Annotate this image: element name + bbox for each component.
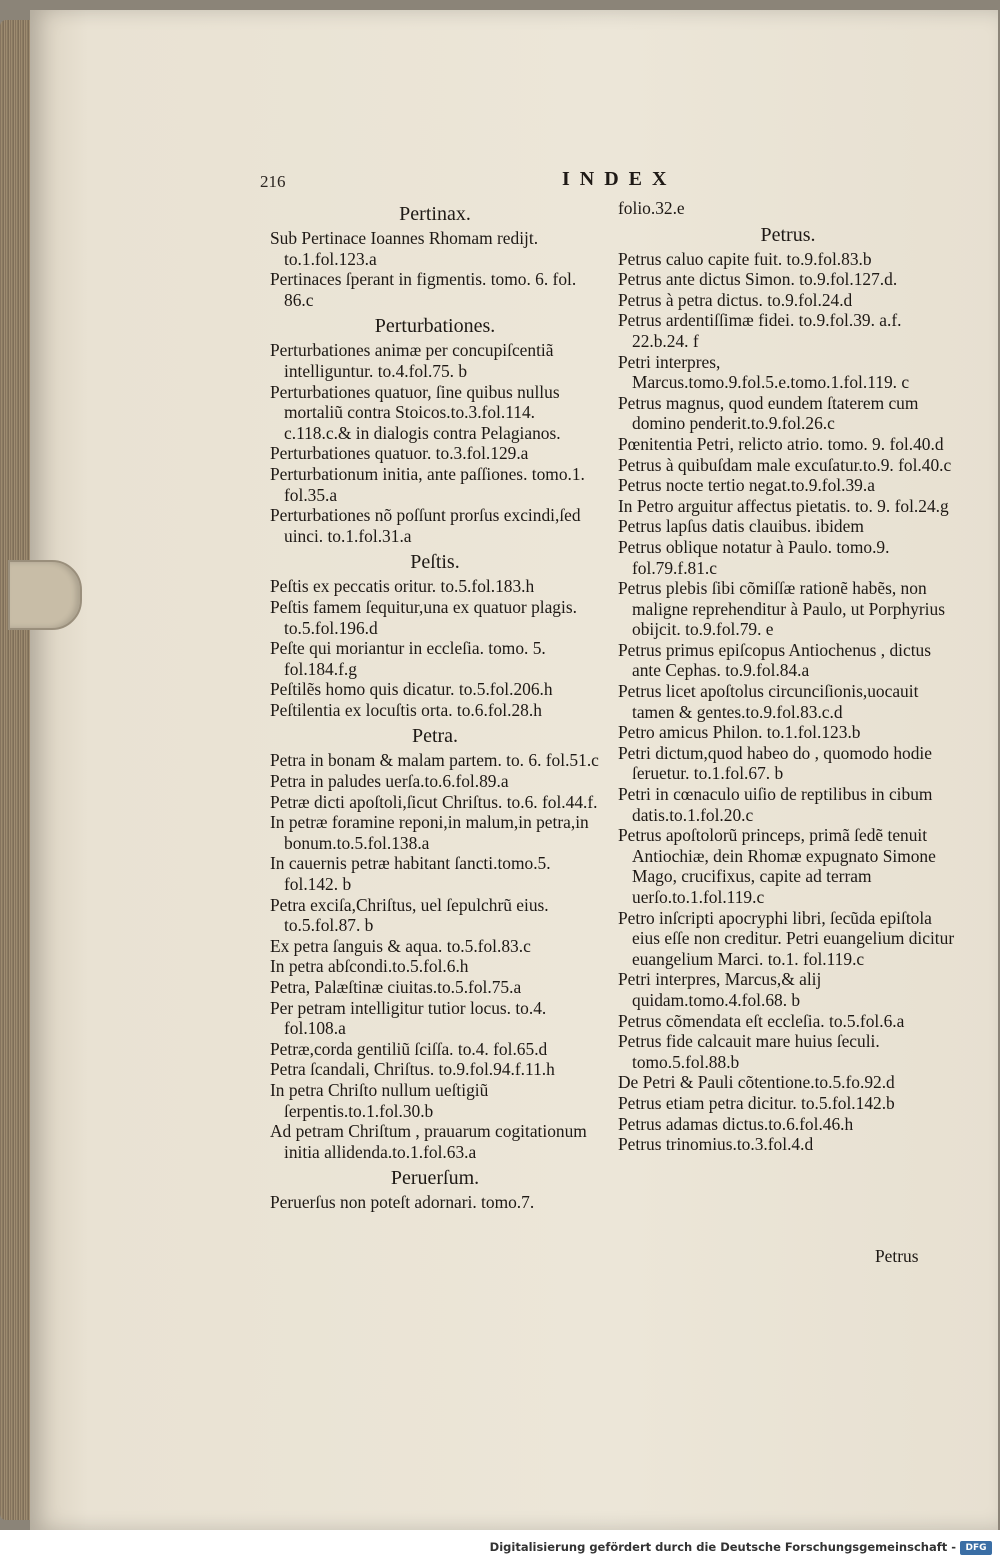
index-entry: Petri in cœnaculo uiſio de reptilibus in cibum datis.to.1.fol.20.c <box>618 784 933 825</box>
index-entry: Petri dictum,quod habeo do , quomodo hodie ſeruetur. to.1.fol.67. b <box>618 742 932 784</box>
index-entry: Petrus trinomius.to.3.fol.4.d <box>618 1134 814 1155</box>
index-heading: Peſtis. <box>410 551 460 574</box>
index-entry: Petrus ante dictus Simon. to.9.fol.127.d. <box>618 269 898 290</box>
index-entry: Peſtilẽs homo quis dicatur. to.5.fol.206.h <box>270 679 553 700</box>
index-entry: Perturbationes animæ per concupiſcentiã intelliguntur. to.4.fol.75. b <box>270 340 554 381</box>
running-title: INDEX <box>562 168 677 190</box>
index-entry: Petri interpres, Marcus,& aliј quidam.tomo.4.fol.68. b <box>618 969 822 1010</box>
index-entry: Petrus ardentiſſimæ fidei. to.9.fol.39. a.f. 22.b.24. f <box>618 310 902 351</box>
index-entry: Petro inſcripti apocryphi libri, ſecũda epiſtola eius eſſe non creditur. Petri euangelium dicitur euangelium Marci. to.1. fol.119.c <box>618 907 955 969</box>
index-entry: Petrus caluo capite fuit. to.9.fol.83.b <box>618 248 872 269</box>
index-entry: Petri interpres, Marcus.tomo.9.fol.5.e.tomo.1.fol.119. c <box>618 351 910 393</box>
index-entry: Petra in paludes uerſa.to.6.fol.89.a <box>270 771 509 792</box>
index-heading: Perturbationes. <box>374 315 496 338</box>
index-heading: Petrus. <box>760 223 816 246</box>
index-entry: Perturbationes quatuor, ſine quibus nullus mortaliũ contra Stoicos.to.3.fol.114. c.118.c.& in dialogis contra Pelagianos. <box>270 381 561 443</box>
index-entry: Pertinaces ſperant in figmentis. tomo. 6. fol. 86.c <box>270 269 577 310</box>
index-entry: In cauernis petræ habitant ſancti.tomo.5. fol.142. b <box>270 853 551 895</box>
index-entry: Peruerſus non poteſt adornari. tomo.7. <box>270 1192 535 1213</box>
index-entry: Peſte qui moriantur in eccleſia. tomo. 5. fol.184.f.g <box>270 638 546 679</box>
index-entry: Petrus cõmendata eſt eccleſia. to.5.fol.6.a <box>618 1010 905 1031</box>
page-header <box>30 160 998 200</box>
clasp-strap <box>8 560 82 630</box>
index-heading: Pertinax. <box>399 203 471 225</box>
index-entry: Ad petram Chriſtum , prauarum cogitationum initia allidenda.to.1.fol.63.a <box>270 1121 587 1162</box>
right-column <box>618 198 958 1155</box>
index-entry: Petrus etiam petra dicitur. to.5.fol.142.b <box>618 1092 895 1113</box>
index-entry: folio.32.e <box>618 198 685 218</box>
index-entry: Petrus plebis ſibi cõmiſſæ rationẽ habẽs, non maligne reprehenditur à Paulo, ut Porphyrius obiјcit. to.9.fol.79. e <box>618 578 945 640</box>
index-entry: In petra abſcondi.to.5.fol.6.h <box>270 956 469 977</box>
index-entry: Petra ſcandali, Chriſtus. to.9.fol.94.f.11.h <box>270 1059 555 1080</box>
index-entry: Perturbationes nõ poſſunt prorſus excindi,ſed uinci. to.1.fol.31.a <box>270 505 581 546</box>
dfg-logo: DFG <box>960 1541 992 1555</box>
index-entry: Peſtis famem ſequitur,una ex quatuor plagis. to.5.fol.196.d <box>270 596 577 638</box>
index-entry: Per petram intelligitur tutior locus. to.4. fol.108.a <box>270 997 547 1039</box>
index-entry: Petrus à petra dictus. to.9.fol.24.d <box>618 289 853 310</box>
index-entry: De Petri & Pauli cõtentione.to.5.fo.92.d <box>618 1072 895 1093</box>
index-entry: Petrus lapſus datis clauibus. ibidem <box>618 516 864 537</box>
index-entry: Perturbationum initia, ante paſſiones. tomo.1. fol.35.a <box>270 463 585 505</box>
index-entry: Peſtis ex peccatis oritur. to.5.fol.183.h <box>270 576 535 597</box>
index-entry: Petrus magnus, quod eundem ſtaterem cum domino penderit.to.9.fol.26.c <box>618 392 919 434</box>
index-entry: Peſtilentia ex locuſtis orta. to.6.fol.28.h <box>270 699 542 720</box>
index-entry: Sub Pertinace Ioannes Rhomam rediјt. to.1.fol.123.a <box>270 228 539 269</box>
book-page <box>30 10 998 1530</box>
index-entry: Petrus fide calcauit mare huius ſeculi. tomo.5.fol.88.b <box>618 1031 880 1072</box>
index-entry: Petrus nocte tertio negat.to.9.fol.39.a <box>618 475 875 496</box>
index-entry: Petrus licet apoſtolus circunciſionis,uocauit tamen & gentes.to.9.fol.83.c.d <box>618 681 919 722</box>
catchword: Petrus <box>875 1246 919 1266</box>
index-entry: Petræ dicti apoſtoli,ſicut Chriſtus. to.6. fol.44.f. <box>270 791 598 812</box>
index-entry: Petra in bonam & malam partem. to. 6. fol.51.c <box>270 750 599 771</box>
index-entry: Petrus primus epiſcopus Antiochenus , dictus ante Cephas. to.9.fol.84.a <box>618 639 932 681</box>
index-entry: Petrus à quibuſdam male excuſatur.to.9. fol.40.c <box>618 454 952 475</box>
index-entry: Ex petra ſanguis & aqua. to.5.fol.83.c <box>270 935 531 956</box>
footer-bar <box>0 1530 1000 1563</box>
index-entry: Petræ,corda gentiliũ ſciſſa. to.4. fol.65.d <box>270 1038 548 1059</box>
index-entry: Perturbationes quatuor. to.3.fol.129.a <box>270 443 529 464</box>
index-entry: Petrus oblique notatur à Paulo. tomo.9. fol.79.f.81.c <box>618 536 890 578</box>
index-entry: Petrus apoſtolorũ princeps, primã ſedẽ tenuit Antiochiæ, dein Rhomæ expugnato Simone Mago, crucifixus, capite ad terram uerſo.to.1.fol.119.c <box>618 825 936 907</box>
book-edge <box>0 20 30 1520</box>
index-entry: Pœnitentia Petri, relicto atrio. tomo. 9. fol.40.d <box>618 433 944 454</box>
index-entry: Petra, Palæſtinæ ciuitas.to.5.fol.75.a <box>270 977 522 997</box>
footer-credit: Digitalisierung gefördert durch die Deutsche Forschungsgemeinschaft - <box>489 1540 956 1554</box>
index-entry: Petra exciſa,Chriſtus, uel ſepulchrũ eius. to.5.fol.87. b <box>270 894 549 936</box>
index-entry: In petra Chriſto nullum ueſtigiũ ſerpentis.to.1.fol.30.b <box>270 1079 489 1121</box>
index-heading: Petra. <box>411 725 459 748</box>
index-entry: Petrus adamas dictus.to.6.fol.46.h <box>618 1113 854 1134</box>
index-heading: Peruerſum. <box>390 1167 480 1190</box>
index-entry: In petræ foramine reponi,in malum,in petra,in bonum.to.5.fol.138.a <box>270 812 589 853</box>
left-column <box>270 198 600 1213</box>
index-entry: In Petro arguitur affectus pietatis. to. 9. fol.24.g <box>618 495 949 516</box>
index-entry: Petro amicus Philon. to.1.fol.123.b <box>618 722 861 743</box>
page-number: 216 <box>260 172 286 191</box>
